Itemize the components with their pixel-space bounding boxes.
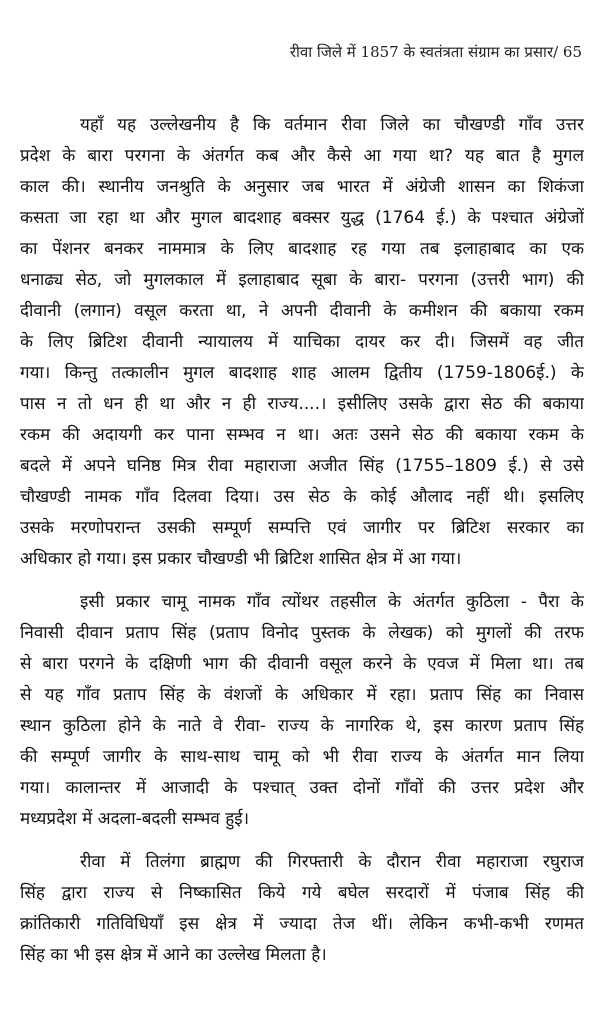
text-line: सिंह का भी इस क्षेत्र में आने का उल्लेख मिलता है। [20, 945, 327, 965]
paragraph-tilanga [20, 847, 584, 971]
text-line: निवासी दीवान प्रताप सिंह (प्रताप विनोद पुस्तक के लेखक) को मुगलों की तरफ [20, 623, 584, 643]
text-line: उसके मरणोपरान्त उसकी सम्पूर्ण सम्पत्ति एवं जागीर पर ब्रिटिश सरकार का [20, 518, 584, 538]
text-line: इसी प्रकार चामू नामक गाँव त्योंथर तहसील के अंतर्गत कुठिला - पैरा के [80, 592, 584, 612]
text-line: क्रांतिकारी गतिविधियाँ इस क्षेत्र में ज्यादा तेज थीं। लेकिन कभी-कभी रणमत [20, 914, 584, 934]
text-line: यहाँ यह उल्लेखनीय है कि वर्तमान रीवा जिले का चौखण्डी गाँव उत्तर [80, 115, 584, 135]
text-line: धनाढ्य सेठ, जो मुगलकाल में इलाहाबाद सूबा के बारा- परगना (उत्तरी भाग) की [20, 270, 584, 290]
body-text [20, 110, 584, 983]
text-line: बदले में अपने घनिष्ठ मित्र रीवा महाराजा अजीत सिंह (1755–1809 ई.) से उसे [20, 456, 584, 476]
text-line: स्थान कुठिला होने के नाते वे रीवा- राज्य के नागरिक थे, इस कारण प्रताप सिंह [20, 716, 584, 736]
text-line: से यह गाँव प्रताप सिंह के वंशजों के अधिकार में रहा। प्रताप सिंह का निवास [20, 685, 584, 705]
text-line: चौखण्डी नामक गाँव दिलवा दिया। उस सेठ के कोई औलाद नहीं थी। इसलिए [20, 487, 584, 507]
text-line: अधिकार हो गया। इस प्रकार चौखण्डी भी ब्रिटिश शासित क्षेत्र में आ गया। [20, 549, 462, 569]
text-line: की सम्पूर्ण जागीर के साथ-साथ चामू को भी रीवा राज्य के अंतर्गत मान लिया [20, 747, 584, 767]
text-line: गया। कालान्तर में आजादी के पश्चात् उक्त दोनों गाँवों की उत्तर प्रदेश और [20, 778, 584, 798]
text-line: कसता जा रहा था और मुगल बादशाह बक्सर युद्ध (1764 ई.) के पश्चात अंग्रेजों [20, 208, 584, 228]
text-line: रीवा में तिलंगा ब्राह्मण की गिरफ्तारी के दौरान रीवा महाराजा रघुराज [80, 852, 584, 872]
text-line: प्रदेश के बारा परगना के अंतर्गत कब और कैसे आ गया था? यह बात है मुगल [20, 146, 584, 166]
text-line: सिंह द्वारा राज्य से निष्कासित किये गये बघेल सरदारों में पंजाब सिंह की [20, 883, 584, 903]
text-line: का पेंशनर बनकर नाममात्र के लिए बादशाह रह गया तब इलाहाबाद का एक [20, 239, 584, 259]
text-line: काल की। स्थानीय जनश्रुति के अनुसार जब भारत में अंग्रेजी शासन का शिकंजा [20, 177, 584, 197]
text-line: के लिए ब्रिटिश दीवानी न्यायालय में याचिका दायर कर दी। जिसमें वह जीत [20, 332, 584, 352]
paragraph-chamu [20, 587, 584, 835]
text-line: दीवानी (लगान) वसूल करता था, ने अपनी दीवानी के कमीशन की बकाया रकम [20, 301, 584, 321]
paragraph-chaukhandi [20, 110, 584, 575]
text-line: से बारा परगने के दक्षिणी भाग की दीवानी वसूल करने के एवज में मिला था। तब [20, 654, 584, 674]
running-header: रीवा जिले में 1857 के स्वतंत्रता संग्राम का प्रसार/ 65 [289, 43, 582, 61]
text-line: पास न तो धन ही था और न ही राज्य....। इसीलिए उसके द्वारा सेठ की बकाया [20, 394, 584, 414]
text-line: रकम की अदायगी कर पाना सम्भव न था। अतः उसने सेठ की बकाया रकम के [20, 425, 584, 445]
text-line: मध्यप्रदेश में अदला-बदली सम्भव हुई। [20, 809, 250, 829]
text-line: गया। किन्तु तत्कालीन मुगल बादशाह शाह आलम द्वितीय (1759-1806ई.) के [20, 363, 584, 383]
